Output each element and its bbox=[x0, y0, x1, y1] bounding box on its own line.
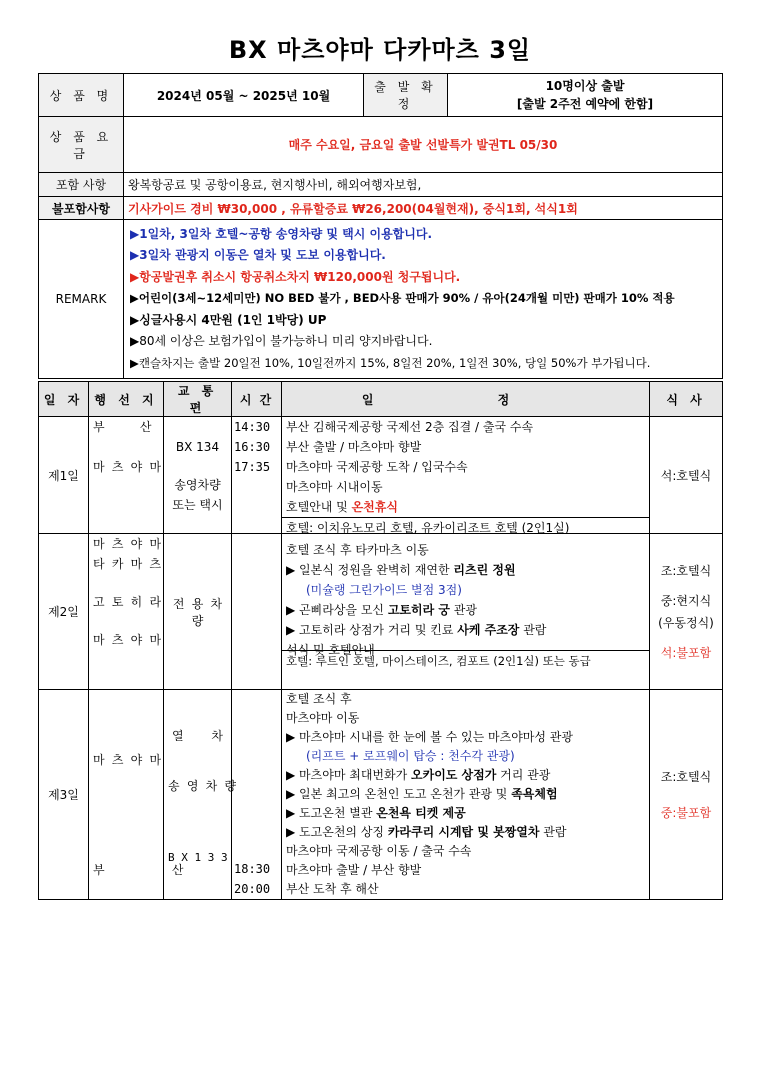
departure-line-1: 10명이상 출발 bbox=[545, 79, 625, 93]
day3-schedule-line: 부산 도착 후 해산 bbox=[286, 882, 379, 896]
day3-meal-item: 조:호텔식 bbox=[660, 769, 712, 784]
day1-route-start-text: 부 산 bbox=[93, 420, 166, 434]
day1-taxi: 또는 택시 bbox=[172, 498, 223, 512]
remark-item: ▶3일차 관광지 이동은 열차 및 도보 이용합니다. bbox=[130, 248, 386, 263]
day2-street-intro: ▶ 고토히라 상점가 거리 및 킨료 bbox=[286, 623, 458, 637]
day2-route-item: 마 츠 야 마 bbox=[93, 537, 162, 551]
day1-schedule-line: 마츠야마 시내이동 bbox=[286, 480, 383, 494]
day2-meal-item: (우동정식) bbox=[658, 615, 714, 630]
departure-line-2: [출발 2주전 예약에 한함] bbox=[516, 97, 654, 111]
day2-hotel: 호텔: 루트인 호텔, 마이스테이즈, 컴포트 (2인1실) 또는 동급 bbox=[282, 650, 649, 671]
day2-meal-item: 석:불포함 bbox=[660, 645, 712, 660]
day3-schedule-line: 마츠야마 국제공항 이동 / 출국 수속 bbox=[286, 844, 472, 858]
day1-time: 14:30 bbox=[234, 420, 271, 434]
day3-route-end bbox=[93, 860, 214, 880]
header-transport: 교 통 편 bbox=[164, 382, 232, 417]
product-label: 상 품 명 bbox=[39, 74, 124, 117]
day1-route-end: 마 츠 야 마 bbox=[93, 460, 162, 474]
header-time: 시 간 bbox=[232, 382, 282, 417]
day3-schedule bbox=[282, 690, 650, 900]
day3-okaido: 오카이도 상점가 bbox=[411, 768, 497, 782]
day3-time: 18:30 bbox=[234, 862, 271, 876]
day2-route-item: 타 카 마 츠 bbox=[93, 557, 162, 571]
day2-meal-item: 중:현지식 bbox=[660, 593, 712, 608]
day1-hotel-guide: 호텔안내 및 bbox=[286, 500, 352, 514]
day1-times bbox=[232, 417, 282, 534]
day3-label: 제3일 bbox=[39, 690, 89, 900]
day3-symbol-intro: ▶ 도고온천의 상징 bbox=[286, 825, 388, 839]
remark-item: ▶항공발권후 취소시 항공취소차지 ₩120,000원 청구됩니다. bbox=[130, 269, 461, 284]
day2-label: 제2일 bbox=[39, 534, 89, 690]
day2-schedule bbox=[282, 534, 650, 690]
day3-schedule-line: 호텔 조식 후 bbox=[286, 692, 352, 706]
day2-route-item: 고 토 히 라 bbox=[93, 595, 162, 609]
day2-sake: 사케 주조장 bbox=[457, 623, 520, 637]
day3-schedule-line bbox=[286, 766, 645, 785]
day1-flight: BX 134 bbox=[175, 440, 220, 454]
remark-item: ▶어린이(3세~12세미만) NO BED 불가 , BED사용 판매가 90% / 유아(24개월 미만) 판매가 10% 적용 bbox=[130, 291, 675, 306]
remark-item: ▶싱글사용시 4만원 (1인 1박당) UP bbox=[130, 312, 327, 327]
remark-list bbox=[124, 220, 723, 379]
day1-route bbox=[89, 417, 164, 534]
header-day: 일 자 bbox=[39, 382, 89, 417]
day3-dogo-intro: ▶ 일본 최고의 온천인 도고 온천가 관광 및 bbox=[286, 787, 512, 801]
day3-schedule-line: (리프트 + 로프웨이 탑승 : 천수각 관광) bbox=[306, 749, 515, 763]
day2-ritsurin: 리츠린 정원 bbox=[453, 563, 516, 577]
day2-garden-intro: ▶ 일본식 정원을 완벽히 재연한 bbox=[286, 563, 454, 577]
day1-route-start bbox=[93, 417, 166, 437]
day1-time: 17:35 bbox=[234, 460, 271, 474]
day3-okaido-intro: ▶ 마츠야마 최대번화가 bbox=[286, 768, 412, 782]
day3-okaido-tail: 거리 관광 bbox=[496, 768, 551, 782]
day1-label: 제1일 bbox=[39, 417, 89, 534]
include-text: 왕복항공료 및 공항이용료, 현지행사비, 해외여행자보험, bbox=[124, 173, 723, 197]
include-label: 포함 사항 bbox=[39, 173, 124, 197]
day3-clock-train: 카라쿠리 시계탑 및 봇짱열차 bbox=[387, 825, 540, 839]
day2-transport: 전 용 차 량 bbox=[164, 534, 232, 690]
day3-schedule-line: 마츠야마 이동 bbox=[286, 711, 360, 725]
day1-meal: 석:호텔식 bbox=[650, 417, 723, 534]
summary-table bbox=[38, 73, 723, 379]
day3-annex-intro: ▶ 도고온천 별관 bbox=[286, 806, 377, 820]
itinerary-table bbox=[38, 381, 723, 900]
remark-item: ▶1일차, 3일차 호텔~공항 송영차량 및 택시 이용합니다. bbox=[130, 226, 433, 241]
day1-schedule-line: 마츠야마 국제공항 도착 / 입국수속 bbox=[286, 460, 468, 474]
day2-schedule-line: 석식 및 호텔안내 bbox=[286, 643, 375, 657]
departure-label: 출 발 확 정 bbox=[364, 74, 448, 117]
day3-route-start: 마 츠 야 마 bbox=[93, 753, 162, 767]
remark-item: ▶80세 이상은 보험가입이 불가능하니 미리 양지바랍니다. bbox=[130, 334, 433, 349]
day3-times bbox=[232, 690, 282, 900]
day3-symbol-tail: 관람 bbox=[539, 825, 567, 839]
day3-transfer: 송 영 차 량 bbox=[168, 779, 237, 793]
header-route: 행 선 지 bbox=[89, 382, 164, 417]
day3-footbath: 족욕체험 bbox=[511, 787, 558, 801]
day3-schedule-line bbox=[286, 804, 645, 823]
fee-label: 상 품 요 금 bbox=[39, 117, 124, 173]
day3-time: 20:00 bbox=[234, 882, 271, 896]
day3-schedule-line bbox=[286, 785, 645, 804]
product-period: 2024년 05월 ~ 2025년 10월 bbox=[124, 74, 364, 117]
day2-schedule-line bbox=[286, 620, 645, 640]
day3-meal bbox=[650, 690, 723, 900]
day3-schedule-line: 마츠야마 출발 / 부산 향발 bbox=[286, 863, 422, 877]
day1-schedule-line bbox=[286, 497, 645, 517]
day1-transfer: 송영차량 bbox=[174, 478, 221, 492]
header-meal: 식 사 bbox=[650, 382, 723, 417]
day2-schedule-line bbox=[286, 560, 645, 580]
day2-street-tail: 관람 bbox=[519, 623, 547, 637]
day3-route-end-text: 부 산 bbox=[93, 863, 214, 877]
day1-time: 16:30 bbox=[234, 440, 271, 454]
header-schedule: 일 정 bbox=[282, 382, 650, 417]
day3-train bbox=[168, 726, 227, 746]
departure-info bbox=[448, 74, 723, 117]
day3-ticket: 온천욕 티켓 제공 bbox=[376, 806, 466, 820]
day2-schedule-line bbox=[286, 600, 645, 620]
day3-schedule-line bbox=[286, 823, 645, 842]
day3-schedule-line: ▶ 마츠야마 시내를 한 눈에 볼 수 있는 마츠야마성 관광 bbox=[286, 730, 573, 744]
fee-text: 매주 수요일, 금요일 출발 선발특가 발권TL 05/30 bbox=[124, 117, 723, 173]
day2-kotohira: 고토히라 궁 bbox=[387, 603, 450, 617]
day2-route bbox=[89, 534, 164, 690]
exclude-text: 기사가이드 경비 ₩30,000 , 유류할증료 ₩26,200(04월현재), 중식1회, 석식1회 bbox=[124, 197, 723, 220]
day2-route-item: 마 츠 야 마 bbox=[93, 633, 162, 647]
day3-train-a: 열 bbox=[172, 729, 184, 743]
exclude-label: 불포함사항 bbox=[39, 197, 124, 220]
remark-item: ▶캔슬차지는 출발 20일전 10%, 10일전까지 15%, 8일전 20%, 1일전 30%, 당일 50%가 부가됩니다. bbox=[130, 355, 651, 370]
day2-shrine-intro: ▶ 곤삐라상을 모신 bbox=[286, 603, 388, 617]
day2-meal bbox=[650, 534, 723, 690]
day1-onsen: 온천휴식 bbox=[351, 500, 398, 514]
day2-meal-item: 조:호텔식 bbox=[660, 563, 712, 578]
day3-train-b: 차 bbox=[211, 729, 223, 743]
day3-flight: B X 1 3 3 bbox=[168, 851, 228, 864]
page-title: BX 마츠야마 다카마츠 3일 bbox=[228, 36, 532, 64]
day1-schedule-line: 부산 김해국제공항 국제선 2층 집결 / 출국 수속 bbox=[286, 420, 534, 434]
remark-label: REMARK bbox=[39, 220, 124, 379]
day2-shrine-tail: 관광 bbox=[449, 603, 477, 617]
day1-transport bbox=[164, 417, 232, 534]
day2-times bbox=[232, 534, 282, 690]
day1-schedule-line: 부산 출발 / 마츠야마 향발 bbox=[286, 440, 422, 454]
day1-schedule bbox=[282, 417, 650, 534]
day2-schedule-line: (미슐랭 그린가이드 별점 3점) bbox=[306, 583, 462, 597]
day1-hotel: 호텔: 이치유노모리 호텔, 유카이리조트 호텔 (2인1실) bbox=[282, 517, 649, 533]
day2-schedule-line: 호텔 조식 후 타카마츠 이동 bbox=[286, 543, 429, 557]
day3-meal-item: 중:불포함 bbox=[660, 805, 712, 820]
